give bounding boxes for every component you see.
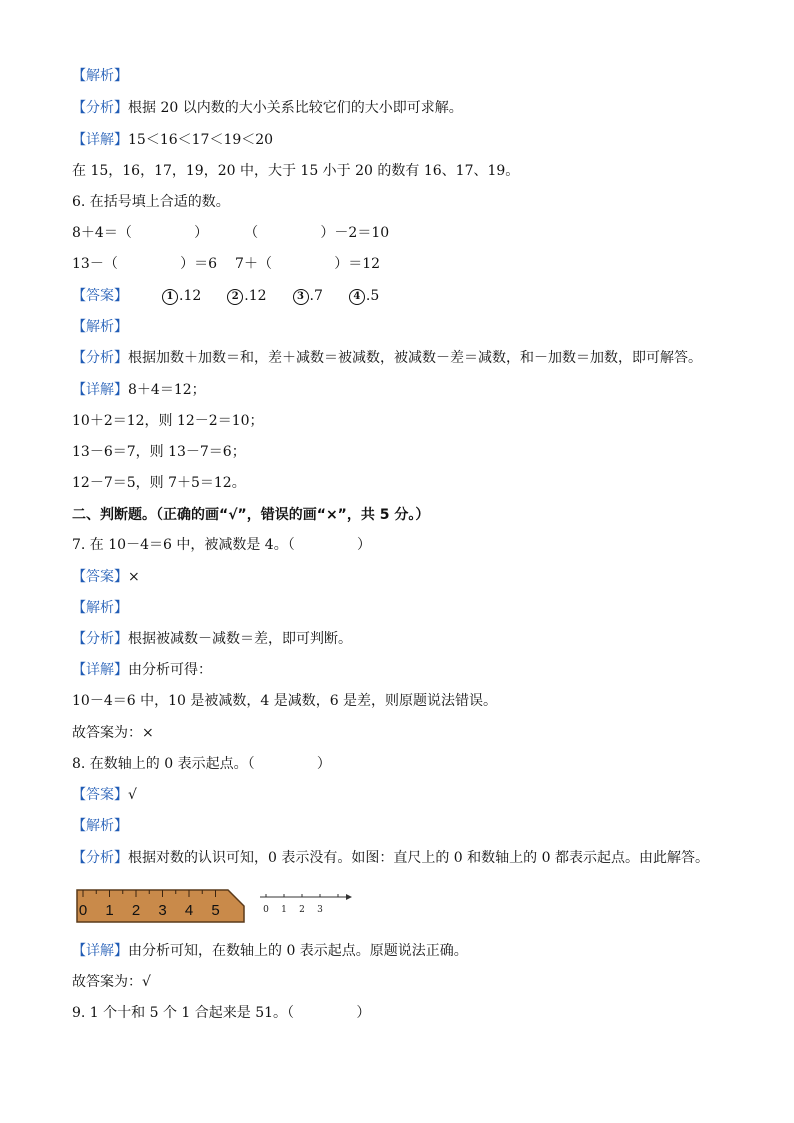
q8-fenxi [72,848,709,868]
ruler-number: 1 [105,902,114,919]
q7-xiangjie-text: 由分析可得： [128,662,212,678]
q6-fenxi-text: 根据加数＋加数＝和，差＋减数＝被减数，被减数－差＝减数，和－加数＝加数，即可解答。 [128,350,702,366]
q6-fenxi [72,348,702,368]
ruler-number: 2 [131,902,141,919]
circled-number: 3 [293,289,309,305]
q7-jiexi [72,598,128,618]
ruler-number: 4 [184,902,194,919]
q6-answer-2: 2 .12 [227,286,266,306]
q6-row2a: 13－（ ）＝6 [72,256,218,272]
jiexi-label: 【解析】 [72,818,128,834]
number-line-label: 3 [317,905,323,915]
q8-xiangjie-text: 由分析可知，在数轴上的 0 表示起点。原题说法正确。 [128,943,468,959]
q9-title: 9. 1 个十和 5 个 1 合起来是 51。（ ） [72,1005,371,1021]
q6-answer-1: 1 .12 [162,286,201,306]
fenxi-label: 【分析】 [72,631,128,647]
q8-title: 8. 在数轴上的 0 表示起点。（ ） [72,756,331,772]
q6-xiangjie [72,380,206,400]
jiexi-label: 【解析】 [72,68,128,84]
q7-fenxi-text: 根据被减数－减数＝差，即可判断。 [128,631,352,647]
q6-line-2: 13－6＝7，则 13－7＝6； [72,444,246,460]
q6-line-1: 10＋2＝12，则 12－2＝10； [72,413,264,429]
q6-line-3: 12－7＝5，则 7＋5＝12。 [72,475,246,491]
q7-answer-value: × [128,569,140,585]
q8-answer-value: √ [128,787,137,803]
section2-heading: 二、判断题。（正确的画“√”，错误的画“×”，共 5 分。） [72,507,430,523]
fenxi-label: 【分析】 [72,350,128,366]
q7-xiangjie [72,660,212,680]
q7-line1: 10－4＝6 中，10 是被减数，4 是减数，6 是差，则原题说法错误。 [72,693,498,709]
number-line-label: 0 [263,905,269,915]
xiangjie-label: 【详解】 [72,943,128,959]
jiexi-label: 【解析】 [72,319,128,335]
ruler-number: 0 [78,902,88,919]
q8-fenxi-text: 根据对数的认识可知，0 表示没有。如图：直尺上的 0 和数轴上的 0 都表示起点。由此解答。 [128,850,709,866]
q7-answer [72,567,140,587]
xiangjie-label: 【详解】 [72,132,128,148]
q5-fenxi-text: 根据 20 以内数的大小关系比较它们的大小即可求解。 [128,100,463,116]
jiexi-label: 【解析】 [72,600,128,616]
q6-row2 [72,254,380,274]
fenxi-label: 【分析】 [72,850,128,866]
q6-xiangjie-text: 8＋4＝12； [128,382,206,398]
xiangjie-label: 【详解】 [72,662,128,678]
q7-fenxi [72,629,352,649]
ruler-number: 3 [158,902,167,919]
number-line-labels [263,905,323,915]
xiangjie-label: 【详解】 [72,382,128,398]
q6-jiexi [72,317,128,337]
circled-number: 2 [227,289,243,305]
q5-xiangjie-text: 15＜16＜17＜19＜20 [128,132,274,148]
circled-number: 4 [349,289,365,305]
q5-jiexi [72,66,128,86]
ruler-number: 5 [211,902,220,919]
q6-row1b: （ ）－2＝10 [244,225,390,241]
q5-xiangjie [72,130,273,150]
ruler-figure [76,888,246,924]
q6-row2b: 7＋（ ）＝12 [235,256,381,272]
q5-fenxi [72,98,463,118]
q6-answer-3: 3 .7 [293,286,323,306]
number-line-label: 1 [281,905,287,915]
daan-label: 【答案】 [72,787,128,803]
number-line-label: 2 [299,905,305,915]
number-line-figure [258,890,354,920]
q6-row1a: 8＋4＝（ ） [72,225,209,241]
q6-answer [72,286,405,306]
q8-answer [72,785,137,805]
daan-label: 【答案】 [72,569,128,585]
q5-line2: 在 15，16，17，19，20 中，大于 15 小于 20 的数有 16、17、19。 [72,163,520,179]
number-line-arrow [346,894,352,900]
q6-row1 [72,223,389,243]
q6-answer-4: 4 .5 [349,286,379,306]
circled-number: 1 [162,289,178,305]
q7-conclusion: 故答案为：× [72,725,154,741]
q6-title: 6. 在括号填上合适的数。 [72,194,230,210]
q8-conclusion: 故答案为：√ [72,974,151,990]
q8-jiexi [72,816,128,836]
fenxi-label: 【分析】 [72,100,128,116]
q7-title: 7. 在 10－4＝6 中，被减数是 4。（ ） [72,537,371,553]
q8-xiangjie [72,941,468,961]
daan-label: 【答案】 [72,288,128,304]
